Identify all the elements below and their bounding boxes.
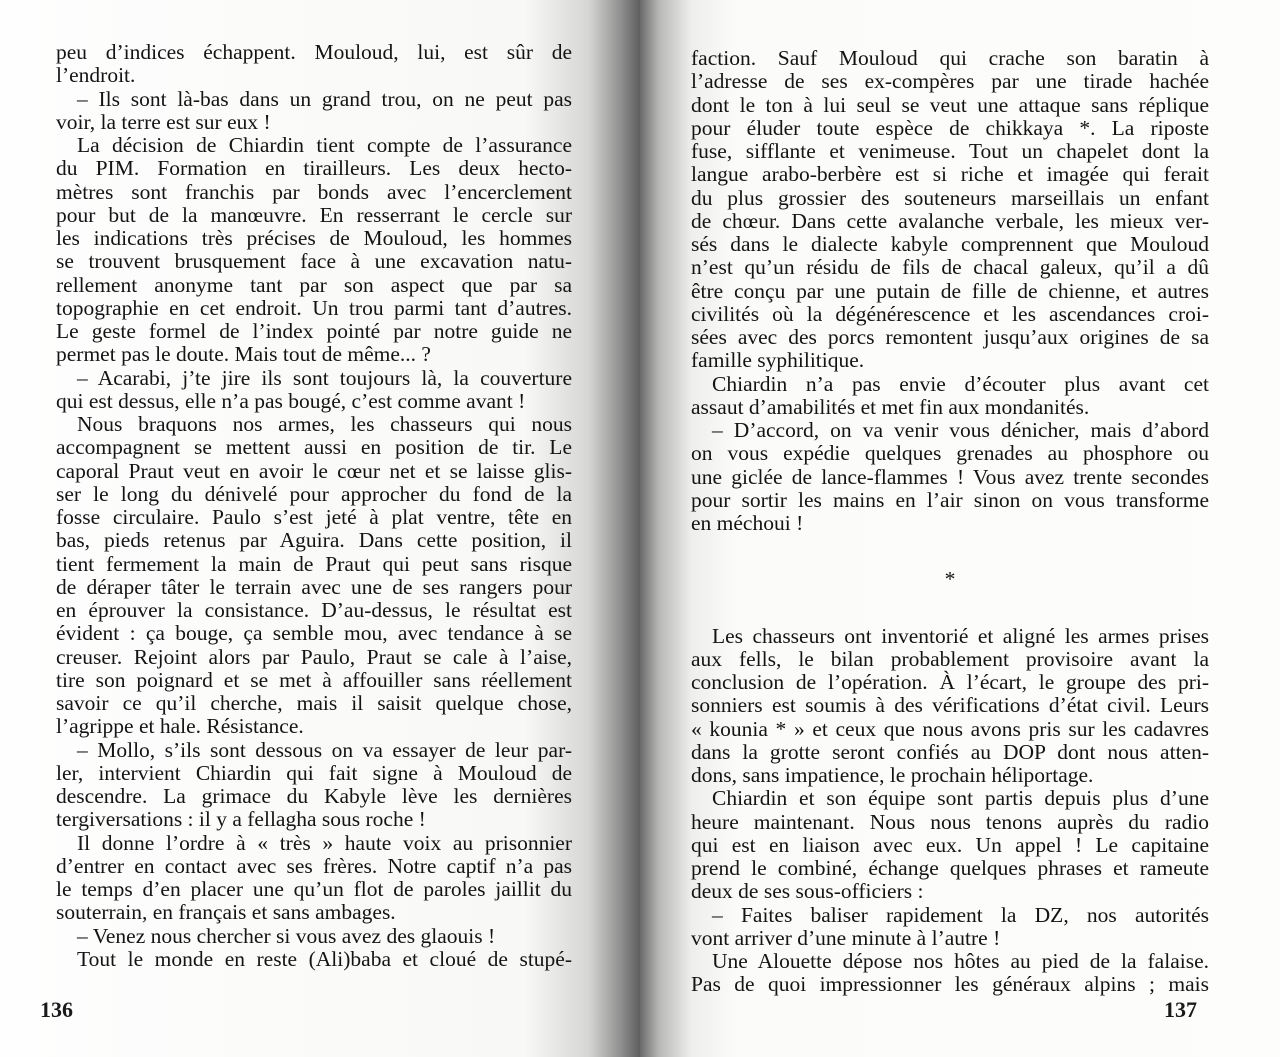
text-line: aux fells, le bilan probablement provisoire avant la — [691, 646, 1209, 671]
text-line: pour sortir les mains en l’air sinon on vous transforme — [691, 487, 1209, 512]
text-line: Une Alouette dépose nos hôtes au pied de la falaise. — [712, 949, 1209, 973]
text-line: faction. Sauf Mouloud qui crache son baratin à — [691, 46, 1209, 70]
text-line: « kounia * » et ceux que nous avons pris sur les cadavres — [691, 716, 1209, 741]
text-line: heure maintenant. Nous nous tenons auprès du radio — [691, 809, 1209, 834]
text-line: on vous expédie quelques grenades au phosphore ou — [691, 441, 1209, 466]
text-line: en méchoui ! — [691, 511, 804, 535]
text-line: qui est en liaison avec eux. Un appel ! Le capitaine — [691, 832, 1209, 857]
text-line: vont arriver d’une minute à l’autre ! — [691, 925, 1001, 950]
text-line: de chœur. Dans cette avalanche verbale, les mieux ver- — [691, 208, 1209, 233]
text-line: tire son poignard et se met à affouiller sans réellement — [56, 667, 572, 692]
text-line: dont le ton à lui seul se veut une attaque sans réplique — [691, 92, 1209, 117]
text-line: une giclée de lance-flammes ! Vous avez trente secondes — [691, 464, 1209, 489]
text-line: se trouvent brusquement face à une excavation natu- — [56, 249, 572, 274]
text-line: Le geste formel de l’index pointé par notre guide ne — [56, 319, 572, 343]
text-line: tient fermement la main de Praut qui peut sans risque — [56, 551, 572, 576]
text-line: caporal Praut veut en avoir le cœur net et se laisse glis- — [56, 458, 572, 483]
text-line: évident : ça bouge, ça semble mou, avec tendance à se — [56, 621, 572, 646]
text-line: – Ils sont là-bas dans un grand trou, on ne peut pas — [77, 86, 572, 111]
text-line: * — [944, 567, 956, 592]
text-line: Chiardin n’a pas envie d’écouter plus avant cet — [712, 371, 1209, 396]
right-page-text — [691, 47, 1209, 997]
text-line: Tout le monde en reste (Ali)baba et cloué de stupé- — [77, 946, 572, 971]
text-line: creuser. Rejoint alors par Paulo, Praut se cale à l’aise, — [56, 644, 572, 669]
text-line: les indications très précises de Mouloud, les hommes — [56, 226, 572, 250]
right-page-number: 137 — [1164, 997, 1197, 1022]
text-line: du PIM. Formation en tirailleurs. Les deux hecto- — [56, 156, 572, 181]
text-line: souterrain, en français et sans ambages. — [56, 900, 396, 925]
text-line: sonniers est soumis à des vérifications d’état civil. Leurs — [691, 693, 1209, 718]
text-line: deux de ses sous-officiers : — [691, 879, 924, 904]
text-line: fosse circulaire. Paulo s’est jeté à plat ventre, tête en — [56, 505, 572, 529]
text-line: savoir ce qu’il cherche, mais il saisit quelque chose, — [56, 691, 572, 715]
text-line: dons, sans impatience, le prochain héliportage. — [691, 763, 1094, 787]
text-line: Il donne l’ordre à « très » haute voix au prisonnier — [77, 830, 572, 855]
text-line: pour but de la manœuvre. En resserrant le cercle sur — [56, 202, 572, 227]
text-line — [691, 535, 1209, 568]
text-line: n’est qu’un résidu de fils de chacal galeux, qu’il a dû — [691, 255, 1209, 280]
text-line: l’endroit. — [56, 63, 136, 88]
left-page-number: 136 — [40, 997, 73, 1022]
text-line: topographie en cet endroit. Un trou parmi tant d’autres. — [56, 295, 572, 320]
text-line: Pas de quoi impressionner les généraux alpins ; mais — [691, 972, 1209, 997]
text-line: du plus grossier des souteneurs marseillais un enfant — [691, 185, 1209, 210]
text-line: civilités où la dégénérescence et les ascendances croi- — [691, 301, 1209, 326]
text-line: en éprouver la consistance. D’au-dessus, le résultat est — [56, 598, 572, 622]
text-line: fuse, sifflante et venimeuse. Tout un chapelet dont la — [691, 139, 1209, 163]
text-line: assaut d’amabilités et met fin aux mondanités. — [691, 394, 1090, 419]
text-line: langue arabo-berbère est si riche et imagée qui ferait — [691, 162, 1209, 187]
text-line: mètres sont franchis par bonds avec l’encerclement — [56, 179, 572, 204]
text-line: sés dans le dialecte kabyle comprennent que Mouloud — [691, 232, 1209, 256]
right-page — [640, 0, 1280, 1057]
text-line: de déraper tâter le terrain avec une de ses rangers pour — [56, 574, 572, 599]
left-page-text — [56, 41, 572, 971]
text-line: pour éluder toute espèce de chikkaya *. La riposte — [691, 115, 1209, 140]
text-line: conclusion de l’opération. À l’écart, le groupe des pri- — [691, 670, 1209, 694]
text-line: qui est dessus, elle n’a pas bougé, c’est comme avant ! — [56, 388, 526, 413]
text-line: prend le combiné, échange quelques phrases et rameute — [691, 856, 1209, 880]
text-line: sées avec des porcs remontent jusqu’aux origines de sa — [691, 325, 1209, 349]
text-line: bas, pieds retenus par Aguira. Dans cette position, il — [56, 528, 572, 553]
text-line: – D’accord, on va venir vous dénicher, mais d’abord — [712, 418, 1209, 442]
text-line: être conçu par une putain de fille de chienne, et autres — [691, 278, 1209, 303]
text-line: Nous braquons nos armes, les chasseurs qui nous — [77, 412, 572, 436]
text-line: Les chasseurs ont inventorié et aligné les armes prises — [712, 623, 1209, 648]
text-line: voir, la terre est sur eux ! — [56, 109, 271, 134]
text-line: famille syphilitique. — [691, 348, 865, 373]
text-line: accompagnent se mettent aussi en position de tir. Le — [56, 435, 572, 460]
text-line: dans la grotte seront confiés au DOP dont nous atten- — [691, 739, 1209, 764]
text-line: permet pas le doute. Mais tout de même... ? — [56, 342, 431, 367]
text-line: d’entrer en contact avec ses frères. Notre captif n’a pas — [56, 853, 572, 878]
text-line: le temps d’en placer une qu’un flot de paroles jaillit du — [56, 877, 572, 901]
text-line — [691, 592, 1209, 625]
text-line: ler, intervient Chiardin qui fait signe à Mouloud de — [56, 760, 572, 785]
text-line: La décision de Chiardin tient compte de l’assurance — [77, 133, 572, 157]
text-line: descendre. La grimace du Kabyle lève les dernières — [56, 784, 572, 808]
text-line: l’agrippe et hale. Résistance. — [56, 714, 304, 739]
text-line: rellement anonyme tant par son aspect que par sa — [56, 272, 572, 297]
text-line: peu d’indices échappent. Mouloud, lui, est sûr de — [56, 40, 572, 64]
text-line: – Venez nous chercher si vous avez des glaouis ! — [77, 923, 496, 948]
text-line: – Mollo, s’ils sont dessous on va essayer de leur par- — [77, 737, 572, 762]
text-line: l’adresse de ses ex-compères par une tirade hachée — [691, 69, 1209, 94]
text-line: – Faites baliser rapidement la DZ, nos autorités — [712, 902, 1209, 927]
text-line: Chiardin et son équipe sont partis depuis plus d’une — [712, 786, 1209, 811]
text-line: tergiversations : il y a fellagha sous roche ! — [56, 807, 426, 832]
text-line: – Acarabi, j’te jire ils sont toujours là, la couverture — [77, 365, 572, 390]
text-line: ser le long du dénivelé pour approcher du fond de la — [56, 481, 572, 506]
